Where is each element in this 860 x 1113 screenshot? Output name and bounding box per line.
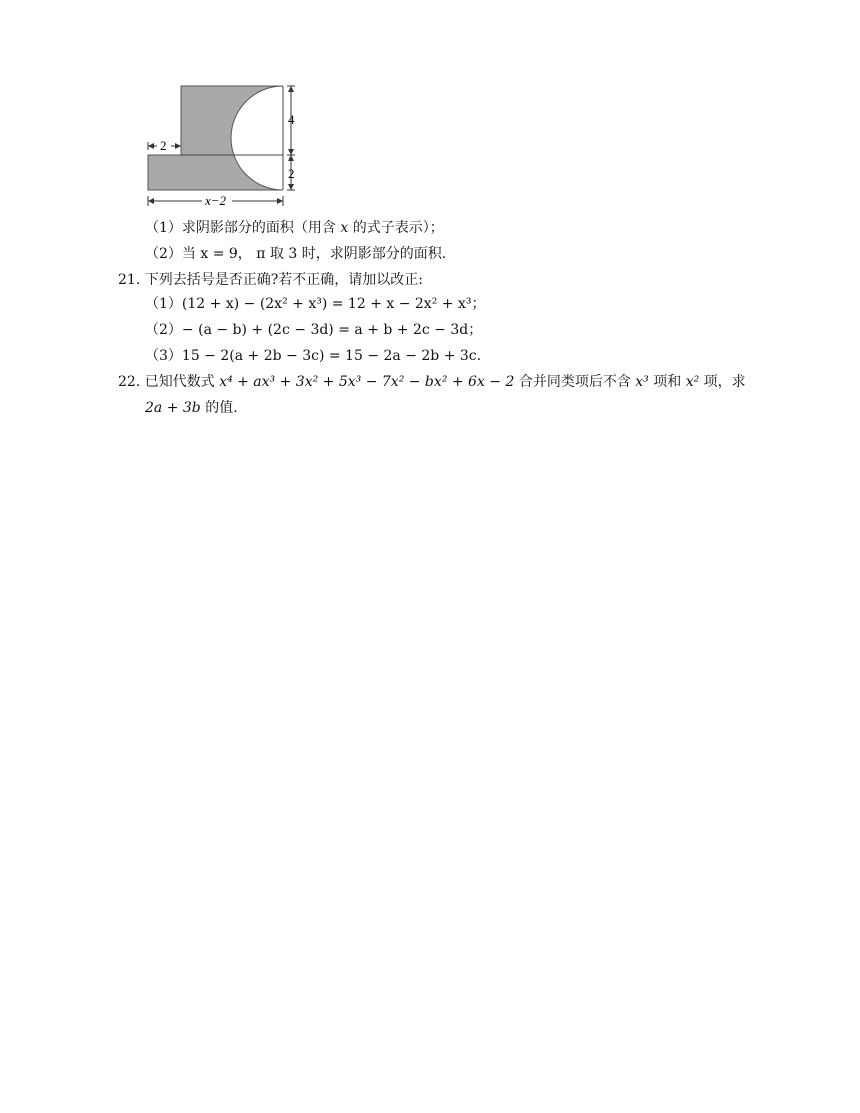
dim-label-x-minus-2: x−2 [205, 193, 227, 208]
q22-term1: x³ [635, 374, 649, 390]
q22-line2-expr: 2a + 3b [145, 400, 201, 416]
q22-end: 项，求 [703, 374, 746, 390]
q21-item-3 [145, 346, 481, 366]
q20-part2-expr: x = 9， [200, 246, 252, 262]
q21-title: 21. 下列去括号是否正确?若不正确，请加以改正: [118, 272, 423, 288]
q20-part2-prefix: （2）当 [145, 246, 196, 262]
q21-item-3-label: （3） [145, 348, 182, 364]
q20-part1-suffix: 的式子表示）； [352, 220, 444, 236]
q20-part1-prefix: （1）求阴影部分的面积（用含 [145, 220, 336, 236]
q21-item-1 [145, 294, 485, 314]
q20-part1 [145, 218, 444, 238]
dim-label-4: 4 [288, 112, 295, 127]
q20-part2-suffix: π 取 3 时，求阴影部分的面积. [256, 246, 447, 262]
shaded-area [148, 86, 283, 190]
dim-label-2-right: 2 [288, 166, 295, 181]
q22-number: 22. [118, 374, 141, 390]
q22-line2-end: 的值. [205, 400, 238, 416]
q21-item-2-label: （2） [145, 322, 182, 338]
q22-mid: 合并同类项后不含 [518, 374, 631, 390]
q22-intro: 已知代数式 [144, 374, 215, 390]
q22-line-2 [145, 398, 238, 418]
dim-label-2-left: 2 [160, 138, 167, 153]
q22-expr: x⁴ + ax³ + 3x² + 5x³ − 7x² − bx² + 6x − 2 [219, 374, 515, 390]
q21-item-1-text: (12 + x) − (2x² + x³) = 12 + x − 2x² + x³； [181, 296, 486, 312]
q22-line-1 [118, 372, 746, 392]
q21-item-2 [145, 320, 482, 340]
q20-part2 [145, 244, 446, 264]
q22-term2: x² [685, 374, 700, 390]
q20-part1-var: x [340, 220, 349, 236]
q21-item-3-text: 15 − 2(a + 2b − 3c) = 15 − 2a − 2b + 3c. [181, 348, 482, 364]
shaded-region-figure [140, 80, 310, 210]
q22-mid2: 项和 [653, 374, 682, 390]
q21-item-2-text: − (a − b) + (2c − 3d) = a + b + 2c − 3d； [181, 322, 483, 338]
q21-item-1-label: （1） [145, 296, 182, 312]
